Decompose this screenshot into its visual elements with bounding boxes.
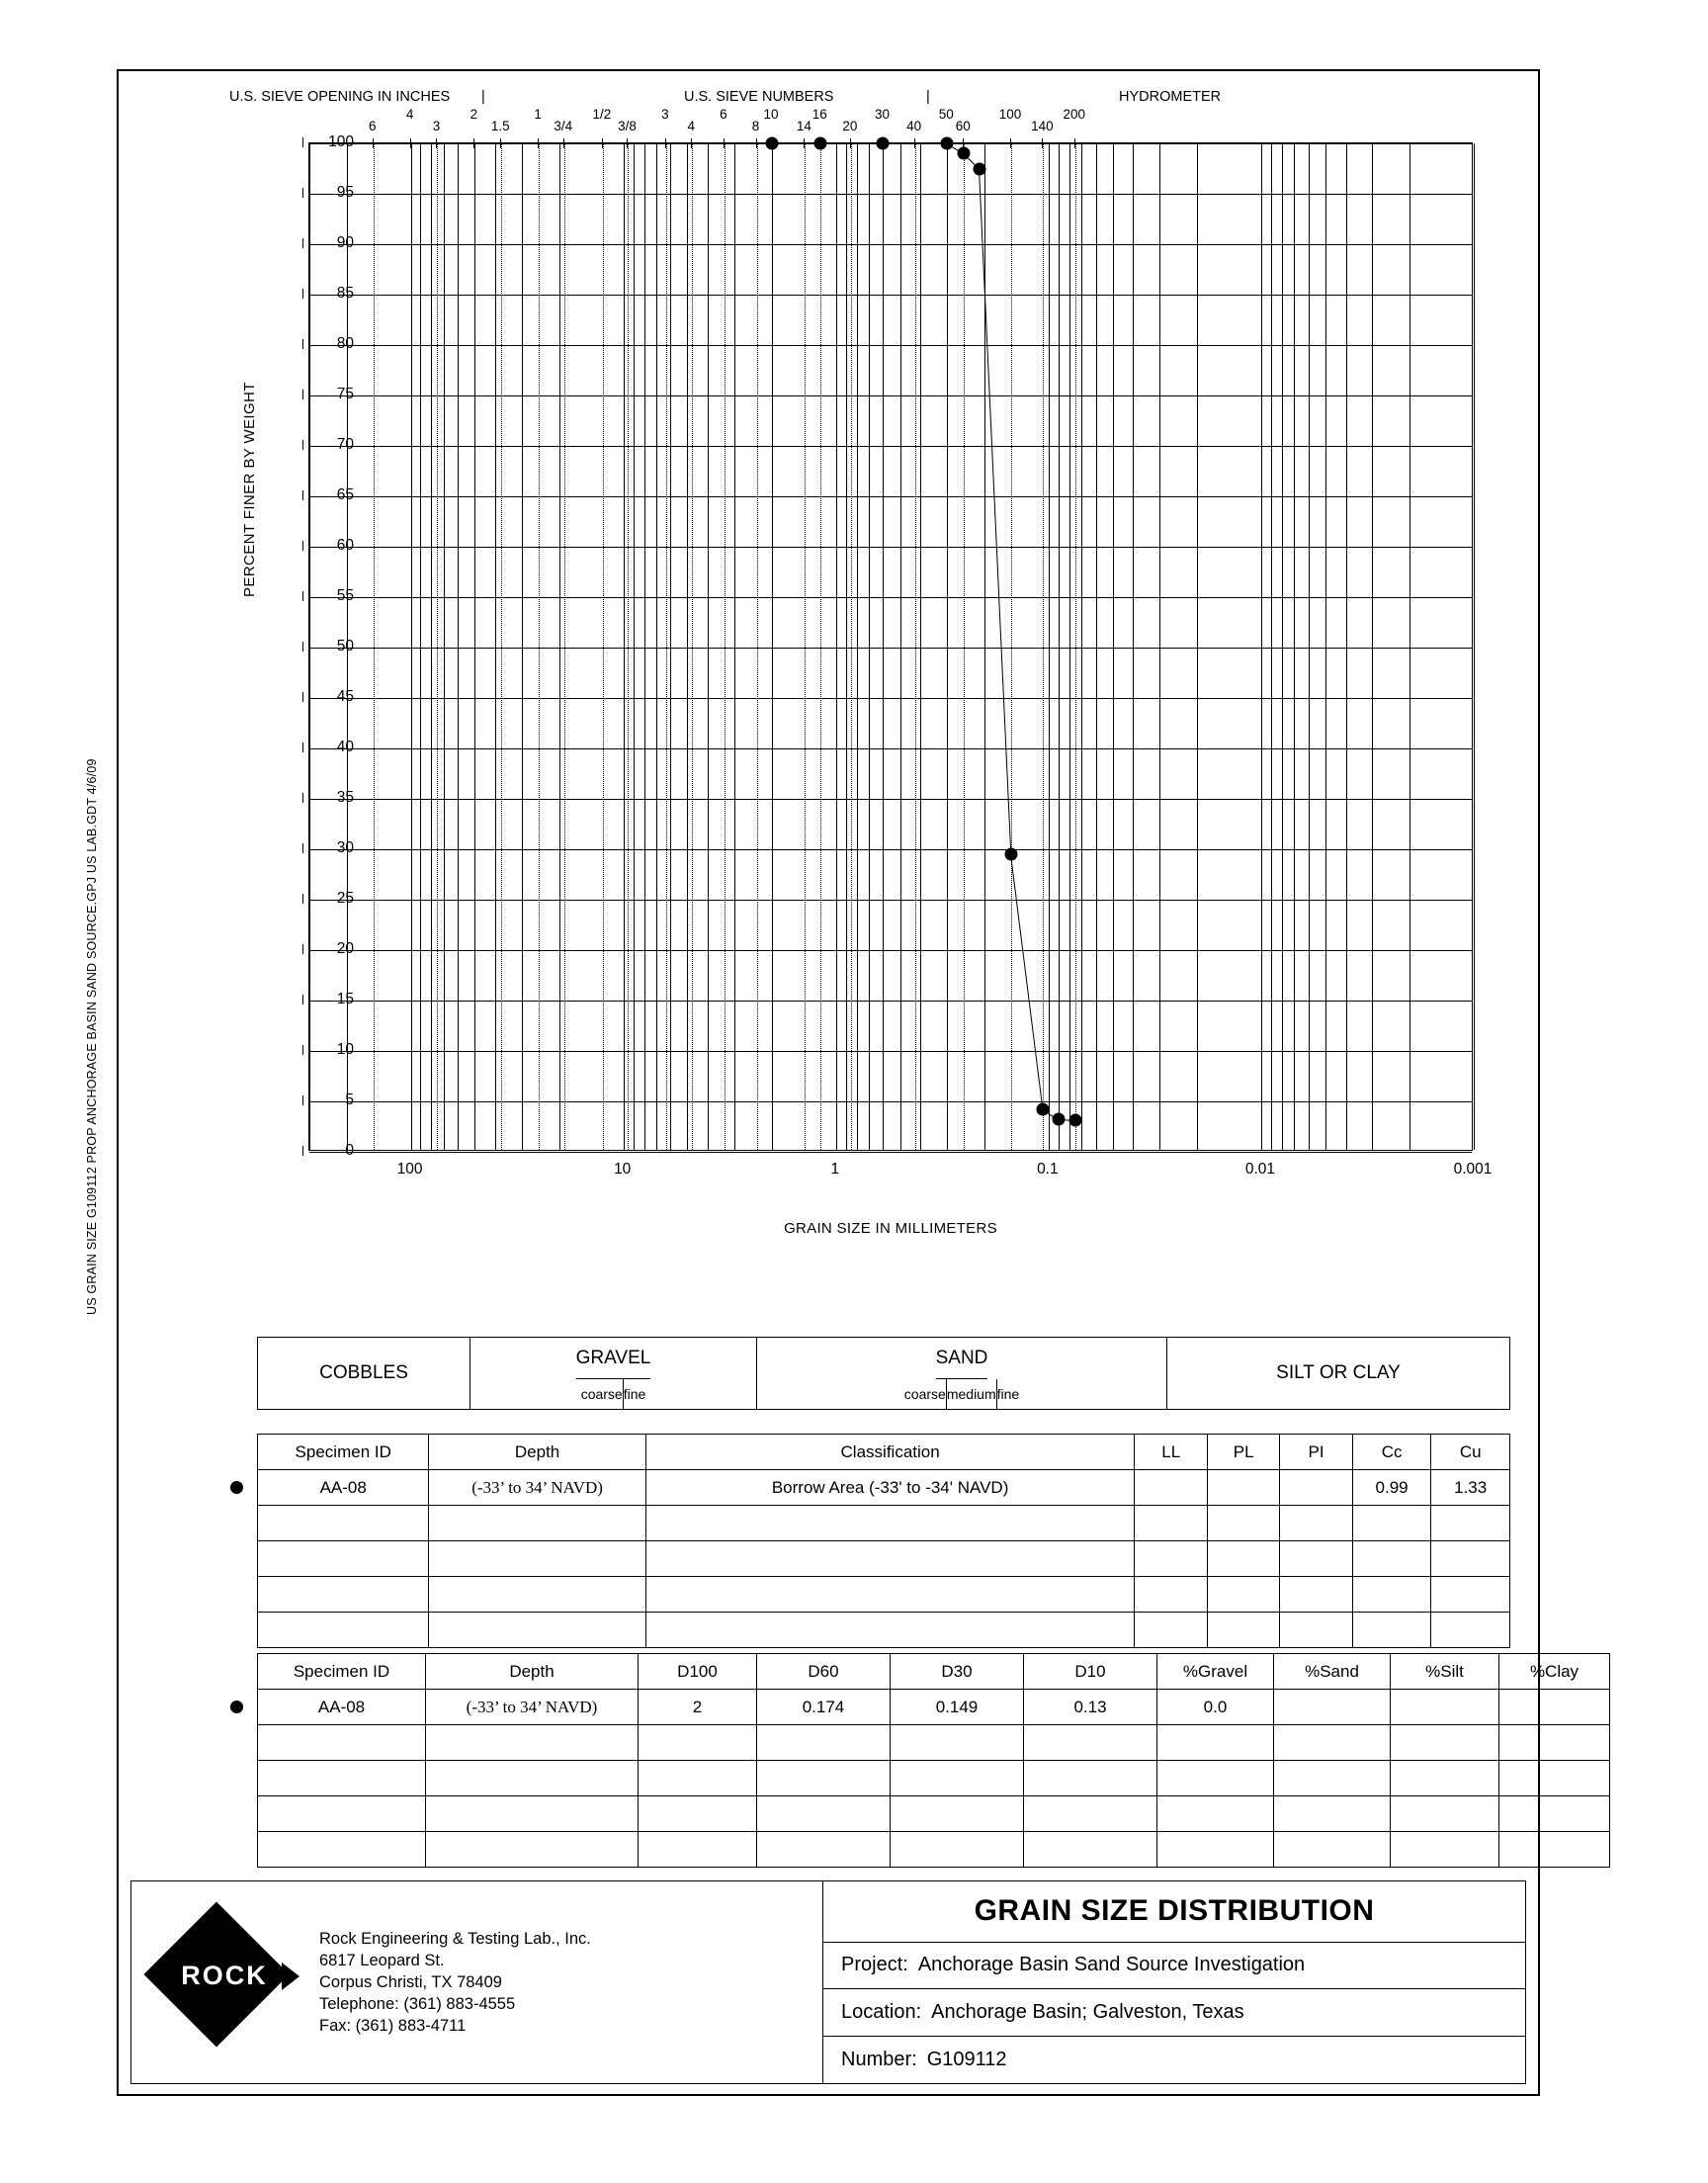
cell2-sand bbox=[1274, 1690, 1391, 1725]
y-tick: 55 bbox=[336, 587, 354, 604]
grid-hline bbox=[309, 1152, 1472, 1153]
cell-pl bbox=[1207, 1470, 1279, 1506]
sieve-tickmark bbox=[819, 138, 820, 148]
y-tickmark bbox=[302, 188, 303, 198]
address-line-1: 6817 Leopard St. bbox=[319, 1952, 445, 1969]
sieve-vline bbox=[628, 143, 629, 1150]
sand-fine: fine bbox=[996, 1386, 1020, 1402]
address-line-2: Corpus Christi, TX 78409 bbox=[319, 1973, 502, 1991]
cell-specimen-id bbox=[258, 1470, 429, 1506]
grid-vline bbox=[522, 143, 523, 1150]
th-pi: PI bbox=[1280, 1435, 1352, 1470]
sieve-vline bbox=[539, 143, 540, 1150]
grid-vline bbox=[734, 143, 735, 1150]
y-tickmark bbox=[302, 843, 303, 853]
grid-vline bbox=[1346, 143, 1347, 1150]
sieve-label: 140 bbox=[1031, 119, 1054, 133]
specimen-classification-table bbox=[257, 1434, 1510, 1648]
grid-vline bbox=[1294, 143, 1295, 1150]
grid-hline bbox=[309, 597, 1472, 598]
data-point bbox=[766, 137, 779, 150]
hydrometer-header: HYDROMETER bbox=[1119, 89, 1222, 105]
gravel-fine: fine bbox=[623, 1386, 646, 1402]
grid-vline bbox=[1049, 143, 1050, 1150]
sieve-tickmark bbox=[373, 138, 374, 148]
cell-ll bbox=[1135, 1470, 1207, 1506]
sieve-vline bbox=[474, 143, 475, 1150]
y-tick: 15 bbox=[336, 991, 354, 1007]
sieve-label: 4 bbox=[687, 119, 695, 133]
title-block bbox=[130, 1880, 1526, 2084]
sieve-tickmark bbox=[882, 138, 883, 148]
cell2-clay bbox=[1499, 1690, 1610, 1725]
sieve-vline bbox=[883, 143, 884, 1150]
sieve-vline bbox=[603, 143, 604, 1150]
y-tick: 20 bbox=[336, 940, 354, 957]
th-specimen-id: Specimen ID bbox=[258, 1435, 429, 1470]
y-tick: 60 bbox=[336, 537, 354, 554]
gravel-label: GRAVEL bbox=[576, 1338, 651, 1379]
logo-wordmark: ROCK bbox=[181, 1961, 268, 1990]
cell-cu: 1.33 bbox=[1431, 1470, 1510, 1506]
y-tickmark bbox=[302, 591, 303, 601]
table-row bbox=[258, 1613, 1510, 1648]
y-tickmark bbox=[302, 894, 303, 904]
sieve-label: 50 bbox=[938, 107, 954, 122]
table-row bbox=[258, 1761, 1610, 1796]
gravel-cell bbox=[470, 1338, 757, 1409]
sieve-tickmark bbox=[771, 138, 772, 148]
sieve-label: 10 bbox=[763, 107, 779, 122]
x-axis-label: GRAIN SIZE IN MILLIMETERS bbox=[784, 1220, 997, 1237]
sieve-tickmark bbox=[724, 138, 725, 148]
number-label: Number: bbox=[841, 2049, 917, 2071]
sieve-tickmark bbox=[538, 138, 539, 148]
table-row bbox=[258, 1832, 1610, 1868]
curve-segment bbox=[979, 169, 1011, 855]
th2-d10: D10 bbox=[1024, 1654, 1157, 1690]
grid-vline bbox=[1113, 143, 1114, 1150]
th2-d30: D30 bbox=[891, 1654, 1024, 1690]
sieve-tickmark bbox=[946, 138, 947, 148]
specimen-id-text-2: AA-08 bbox=[317, 1697, 366, 1716]
sieve-tickmark bbox=[963, 138, 964, 148]
sieve-tickmark bbox=[1010, 138, 1011, 148]
location-line bbox=[823, 1989, 1525, 2037]
sieve-vline bbox=[915, 143, 916, 1150]
th2-sand: %Sand bbox=[1274, 1654, 1391, 1690]
grid-hline bbox=[309, 244, 1472, 245]
grid-vline bbox=[1059, 143, 1060, 1150]
grid-hline bbox=[309, 395, 1472, 396]
grid-vline bbox=[1159, 143, 1160, 1150]
rock-logo-icon bbox=[151, 1909, 298, 2055]
y-tickmark bbox=[302, 944, 303, 954]
cell-pi bbox=[1280, 1470, 1352, 1506]
number-line bbox=[823, 2037, 1525, 2083]
y-tickmark bbox=[302, 793, 303, 803]
table-row bbox=[258, 1690, 1610, 1725]
grid-hline bbox=[309, 799, 1472, 800]
data-point bbox=[958, 147, 971, 160]
y-tickmark bbox=[302, 642, 303, 652]
grid-vline bbox=[1081, 143, 1082, 1150]
specimen-id-text: AA-08 bbox=[319, 1477, 367, 1497]
sieve-vline bbox=[1075, 143, 1076, 1150]
y-tickmark bbox=[302, 1045, 303, 1055]
y-tick: 90 bbox=[336, 234, 354, 251]
y-tick: 75 bbox=[336, 386, 354, 402]
sieve-tickmark bbox=[665, 138, 666, 148]
grid-hline bbox=[309, 446, 1472, 447]
y-tick: 100 bbox=[328, 133, 354, 150]
grid-hline bbox=[309, 1101, 1472, 1102]
sieve-label: 20 bbox=[842, 119, 858, 133]
x-tick: 100 bbox=[396, 1161, 423, 1178]
table-row bbox=[258, 1796, 1610, 1832]
sieve-vline bbox=[725, 143, 726, 1150]
cell-depth: (-33’ to 34’ NAVD) bbox=[429, 1470, 645, 1506]
th2-gravel: %Gravel bbox=[1157, 1654, 1274, 1690]
y-axis-label: PERCENT FINER BY WEIGHT bbox=[241, 382, 258, 597]
grid-vline bbox=[624, 143, 625, 1150]
grid-hline bbox=[309, 849, 1472, 850]
th-pl: PL bbox=[1207, 1435, 1279, 1470]
x-tick: 0.01 bbox=[1244, 1161, 1276, 1178]
project-line bbox=[823, 1943, 1525, 1990]
th-cu: Cu bbox=[1431, 1435, 1510, 1470]
location-value: Anchorage Basin; Galveston, Texas bbox=[931, 2001, 1244, 2024]
grid-vline bbox=[420, 143, 421, 1150]
sieve-label: 40 bbox=[906, 119, 922, 133]
x-tick: 1 bbox=[830, 1161, 840, 1178]
y-tickmark bbox=[302, 238, 303, 248]
sieve-tickmark bbox=[500, 138, 501, 148]
th-depth: Depth bbox=[429, 1435, 645, 1470]
sieve-vline bbox=[851, 143, 852, 1150]
sieve-label: 3/8 bbox=[618, 119, 637, 133]
sieve-vline bbox=[374, 143, 375, 1150]
y-tickmark bbox=[302, 289, 303, 299]
sieve-label: 1 bbox=[534, 107, 542, 122]
data-point bbox=[1068, 1114, 1081, 1127]
telephone-line: Telephone: (361) 883-4555 bbox=[319, 1995, 516, 2013]
gravel-coarse: coarse bbox=[581, 1379, 624, 1409]
sieve-tickmark bbox=[756, 138, 757, 148]
grid-vline bbox=[900, 143, 901, 1150]
sieve-label: 6 bbox=[368, 119, 377, 133]
grid-hline bbox=[309, 1051, 1472, 1052]
grid-hline bbox=[309, 900, 1472, 901]
grid-vline bbox=[644, 143, 645, 1150]
cell2-d100: 2 bbox=[639, 1690, 757, 1725]
th2-d60: D60 bbox=[757, 1654, 891, 1690]
sieve-tickmark bbox=[850, 138, 851, 148]
report-info bbox=[823, 1881, 1525, 2083]
y-tick: 80 bbox=[336, 335, 354, 352]
grid-vline bbox=[1261, 143, 1262, 1150]
specimen-gradation-table bbox=[257, 1653, 1610, 1868]
th2-specimen-id: Specimen ID bbox=[258, 1654, 426, 1690]
cell2-specimen-id bbox=[258, 1690, 426, 1725]
sieve-vline bbox=[1043, 143, 1044, 1150]
grid-hline bbox=[309, 648, 1472, 649]
grain-size-chart bbox=[130, 83, 1526, 1319]
grid-hline bbox=[309, 194, 1472, 195]
grid-vline bbox=[1096, 143, 1097, 1150]
sieve-vline bbox=[964, 143, 965, 1150]
series-marker-icon bbox=[230, 1701, 243, 1713]
sieve-tickmark bbox=[914, 138, 915, 148]
y-tick: 40 bbox=[336, 739, 354, 755]
cell2-silt bbox=[1391, 1690, 1499, 1725]
sieve-label: 200 bbox=[1063, 107, 1085, 122]
data-point bbox=[941, 137, 954, 150]
table1-header-row bbox=[258, 1435, 1510, 1470]
grid-vline bbox=[869, 143, 870, 1150]
location-label: Location: bbox=[841, 2001, 922, 2024]
cell-classification: Borrow Area (-33' to -34' NAVD) bbox=[645, 1470, 1135, 1506]
report-title: GRAIN SIZE DISTRIBUTION bbox=[823, 1881, 1525, 1943]
grid-vline bbox=[458, 143, 459, 1150]
sieve-label: 14 bbox=[796, 119, 811, 133]
sieve-label: 1.5 bbox=[490, 119, 510, 133]
cell2-d30: 0.149 bbox=[891, 1690, 1024, 1725]
sieve-tickmark bbox=[1042, 138, 1043, 148]
sieve-tickmark bbox=[410, 138, 411, 148]
cell2-d10: 0.13 bbox=[1024, 1690, 1157, 1725]
grid-hline bbox=[309, 547, 1472, 548]
silt-or-clay-cell: SILT OR CLAY bbox=[1276, 1362, 1401, 1383]
grid-hline bbox=[309, 345, 1472, 346]
grid-vline bbox=[1409, 143, 1410, 1150]
y-tick: 25 bbox=[336, 890, 354, 907]
sieve-vline bbox=[1011, 143, 1012, 1150]
y-tick: 10 bbox=[336, 1041, 354, 1058]
y-tick: 65 bbox=[336, 486, 354, 503]
th2-d100: D100 bbox=[639, 1654, 757, 1690]
sieve-vline bbox=[820, 143, 821, 1150]
series-marker-icon bbox=[230, 1481, 243, 1494]
th-classification: Classification bbox=[645, 1435, 1135, 1470]
company-name: Rock Engineering & Testing Lab., Inc. bbox=[319, 1930, 591, 1948]
y-tick: 35 bbox=[336, 789, 354, 806]
fax-line: Fax: (361) 883-4711 bbox=[319, 2017, 467, 2035]
grid-vline bbox=[1282, 143, 1283, 1150]
x-tick: 10 bbox=[614, 1161, 632, 1178]
sieve-vline bbox=[805, 143, 806, 1150]
sieve-tickmark bbox=[436, 138, 437, 148]
th2-clay: %Clay bbox=[1499, 1654, 1610, 1690]
sieve-label: 6 bbox=[720, 107, 727, 122]
sieve-label: 2 bbox=[470, 107, 478, 122]
sieve-label: 8 bbox=[751, 119, 760, 133]
cell-cc: 0.99 bbox=[1352, 1470, 1431, 1506]
table-row bbox=[258, 1541, 1510, 1577]
sheet-border bbox=[117, 69, 1580, 2096]
sieve-vline bbox=[411, 143, 412, 1150]
sieve-tickmark bbox=[563, 138, 564, 148]
grid-vline bbox=[857, 143, 858, 1150]
header-divider-2: | bbox=[926, 89, 930, 105]
number-value: G109112 bbox=[926, 2049, 1007, 2071]
sieve-label: 60 bbox=[955, 119, 971, 133]
grid-vline bbox=[920, 143, 921, 1150]
sand-coarse: coarse bbox=[904, 1379, 947, 1409]
sieve-vline bbox=[692, 143, 693, 1150]
grid-vline bbox=[495, 143, 496, 1150]
y-tick: 95 bbox=[336, 184, 354, 201]
sieve-label: 3 bbox=[432, 119, 441, 133]
y-tick: 50 bbox=[336, 638, 354, 655]
table2-header-row bbox=[258, 1654, 1610, 1690]
sieve-tickmark bbox=[627, 138, 628, 148]
company-info bbox=[131, 1881, 823, 2083]
y-tick: 45 bbox=[336, 688, 354, 705]
grid-vline bbox=[1069, 143, 1070, 1150]
sand-label: SAND bbox=[936, 1338, 988, 1379]
grid-vline bbox=[431, 143, 432, 1150]
y-tickmark bbox=[302, 1095, 303, 1105]
curve-segment bbox=[820, 143, 883, 144]
y-tickmark bbox=[302, 339, 303, 349]
project-label: Project: bbox=[841, 1954, 908, 1976]
sieve-tickmark bbox=[691, 138, 692, 148]
sieve-label: 100 bbox=[998, 107, 1022, 122]
sieve-vline bbox=[564, 143, 565, 1150]
plot-area bbox=[308, 142, 1473, 1151]
grid-vline bbox=[670, 143, 671, 1150]
sand-medium: medium bbox=[947, 1379, 997, 1409]
sieve-tickmark bbox=[473, 138, 474, 148]
grid-vline bbox=[1309, 143, 1310, 1150]
y-tickmark bbox=[302, 137, 303, 147]
sieve-vline bbox=[666, 143, 667, 1150]
y-tick: 30 bbox=[336, 839, 354, 856]
sieve-label: 16 bbox=[811, 107, 827, 122]
grid-vline bbox=[708, 143, 709, 1150]
grid-vline bbox=[559, 143, 560, 1150]
sieve-vline bbox=[947, 143, 948, 1150]
sieve-vline bbox=[757, 143, 758, 1150]
grid-vline bbox=[656, 143, 657, 1150]
x-tick: 0.1 bbox=[1037, 1161, 1059, 1178]
grid-hline bbox=[309, 496, 1472, 497]
data-point bbox=[814, 137, 827, 150]
sieve-tickmark bbox=[1074, 138, 1075, 148]
grid-hline bbox=[309, 748, 1472, 749]
curve-segment bbox=[883, 143, 947, 144]
sieve-label: 30 bbox=[874, 107, 890, 122]
data-point bbox=[1004, 848, 1017, 861]
th-cc: Cc bbox=[1352, 1435, 1431, 1470]
sieve-opening-header: U.S. SIEVE OPENING IN INCHES bbox=[229, 89, 451, 105]
grid-vline bbox=[1133, 143, 1134, 1150]
sieve-label: 3/4 bbox=[554, 119, 573, 133]
sand-cell bbox=[757, 1338, 1167, 1409]
data-point bbox=[973, 162, 985, 175]
grid-vline bbox=[634, 143, 635, 1150]
sieve-vline bbox=[772, 143, 773, 1150]
grid-vline bbox=[1474, 143, 1475, 1150]
chart-top-headers bbox=[130, 83, 1526, 117]
grid-vline bbox=[1271, 143, 1272, 1150]
cell2-d60: 0.174 bbox=[757, 1690, 891, 1725]
grid-hline bbox=[309, 295, 1472, 296]
table-row bbox=[258, 1470, 1510, 1506]
table-row bbox=[258, 1725, 1610, 1761]
grid-vline bbox=[1372, 143, 1373, 1150]
sieve-vline bbox=[501, 143, 502, 1150]
data-point bbox=[877, 137, 890, 150]
soil-classification-strip bbox=[257, 1337, 1510, 1410]
grid-hline bbox=[309, 698, 1472, 699]
cobbles-cell: COBBLES bbox=[258, 1338, 470, 1409]
sieve-label: 4 bbox=[405, 107, 414, 122]
x-tick: 0.001 bbox=[1453, 1161, 1493, 1178]
data-point bbox=[1037, 1103, 1050, 1116]
grid-vline bbox=[687, 143, 688, 1150]
y-tick: 0 bbox=[345, 1142, 354, 1159]
grid-hline bbox=[309, 1001, 1472, 1002]
grid-vline bbox=[1197, 143, 1198, 1150]
y-tickmark bbox=[302, 1146, 303, 1156]
header-divider-1: | bbox=[481, 89, 485, 105]
y-tick: 70 bbox=[336, 436, 354, 453]
y-tickmark bbox=[302, 541, 303, 551]
company-address bbox=[319, 1928, 591, 2037]
y-tick: 5 bbox=[345, 1092, 354, 1108]
th-ll: LL bbox=[1135, 1435, 1207, 1470]
sieve-label: 3 bbox=[661, 107, 669, 122]
y-tickmark bbox=[302, 995, 303, 1004]
y-tickmark bbox=[302, 490, 303, 500]
grid-vline bbox=[836, 143, 837, 1150]
grid-vline bbox=[846, 143, 847, 1150]
y-tickmark bbox=[302, 390, 303, 399]
th2-depth: Depth bbox=[426, 1654, 639, 1690]
drawing-file-path: US GRAIN SIZE G109112 PROP ANCHORAGE BASIN SAND SOURCE.GPJ US LAB.GDT 4/6/09 bbox=[85, 758, 99, 1315]
grid-vline bbox=[1325, 143, 1326, 1150]
project-value: Anchorage Basin Sand Source Investigation bbox=[917, 1954, 1306, 1976]
y-tickmark bbox=[302, 692, 303, 702]
table-row bbox=[258, 1506, 1510, 1541]
sieve-tickmark bbox=[804, 138, 805, 148]
curve-segment bbox=[1010, 854, 1043, 1109]
y-tickmark bbox=[302, 440, 303, 450]
data-point bbox=[1052, 1113, 1065, 1126]
y-tickmark bbox=[302, 742, 303, 752]
grid-hline bbox=[309, 950, 1472, 951]
sieve-numbers-header: U.S. SIEVE NUMBERS bbox=[684, 89, 834, 105]
cell2-gravel: 0.0 bbox=[1157, 1690, 1274, 1725]
sieve-label: 1/2 bbox=[592, 107, 612, 122]
sieve-vline bbox=[437, 143, 438, 1150]
grid-vline bbox=[444, 143, 445, 1150]
sieve-tickmark bbox=[602, 138, 603, 148]
th2-silt: %Silt bbox=[1391, 1654, 1499, 1690]
y-tick: 85 bbox=[336, 285, 354, 302]
cell2-depth: (-33’ to 34’ NAVD) bbox=[426, 1690, 639, 1725]
table-row bbox=[258, 1577, 1510, 1613]
